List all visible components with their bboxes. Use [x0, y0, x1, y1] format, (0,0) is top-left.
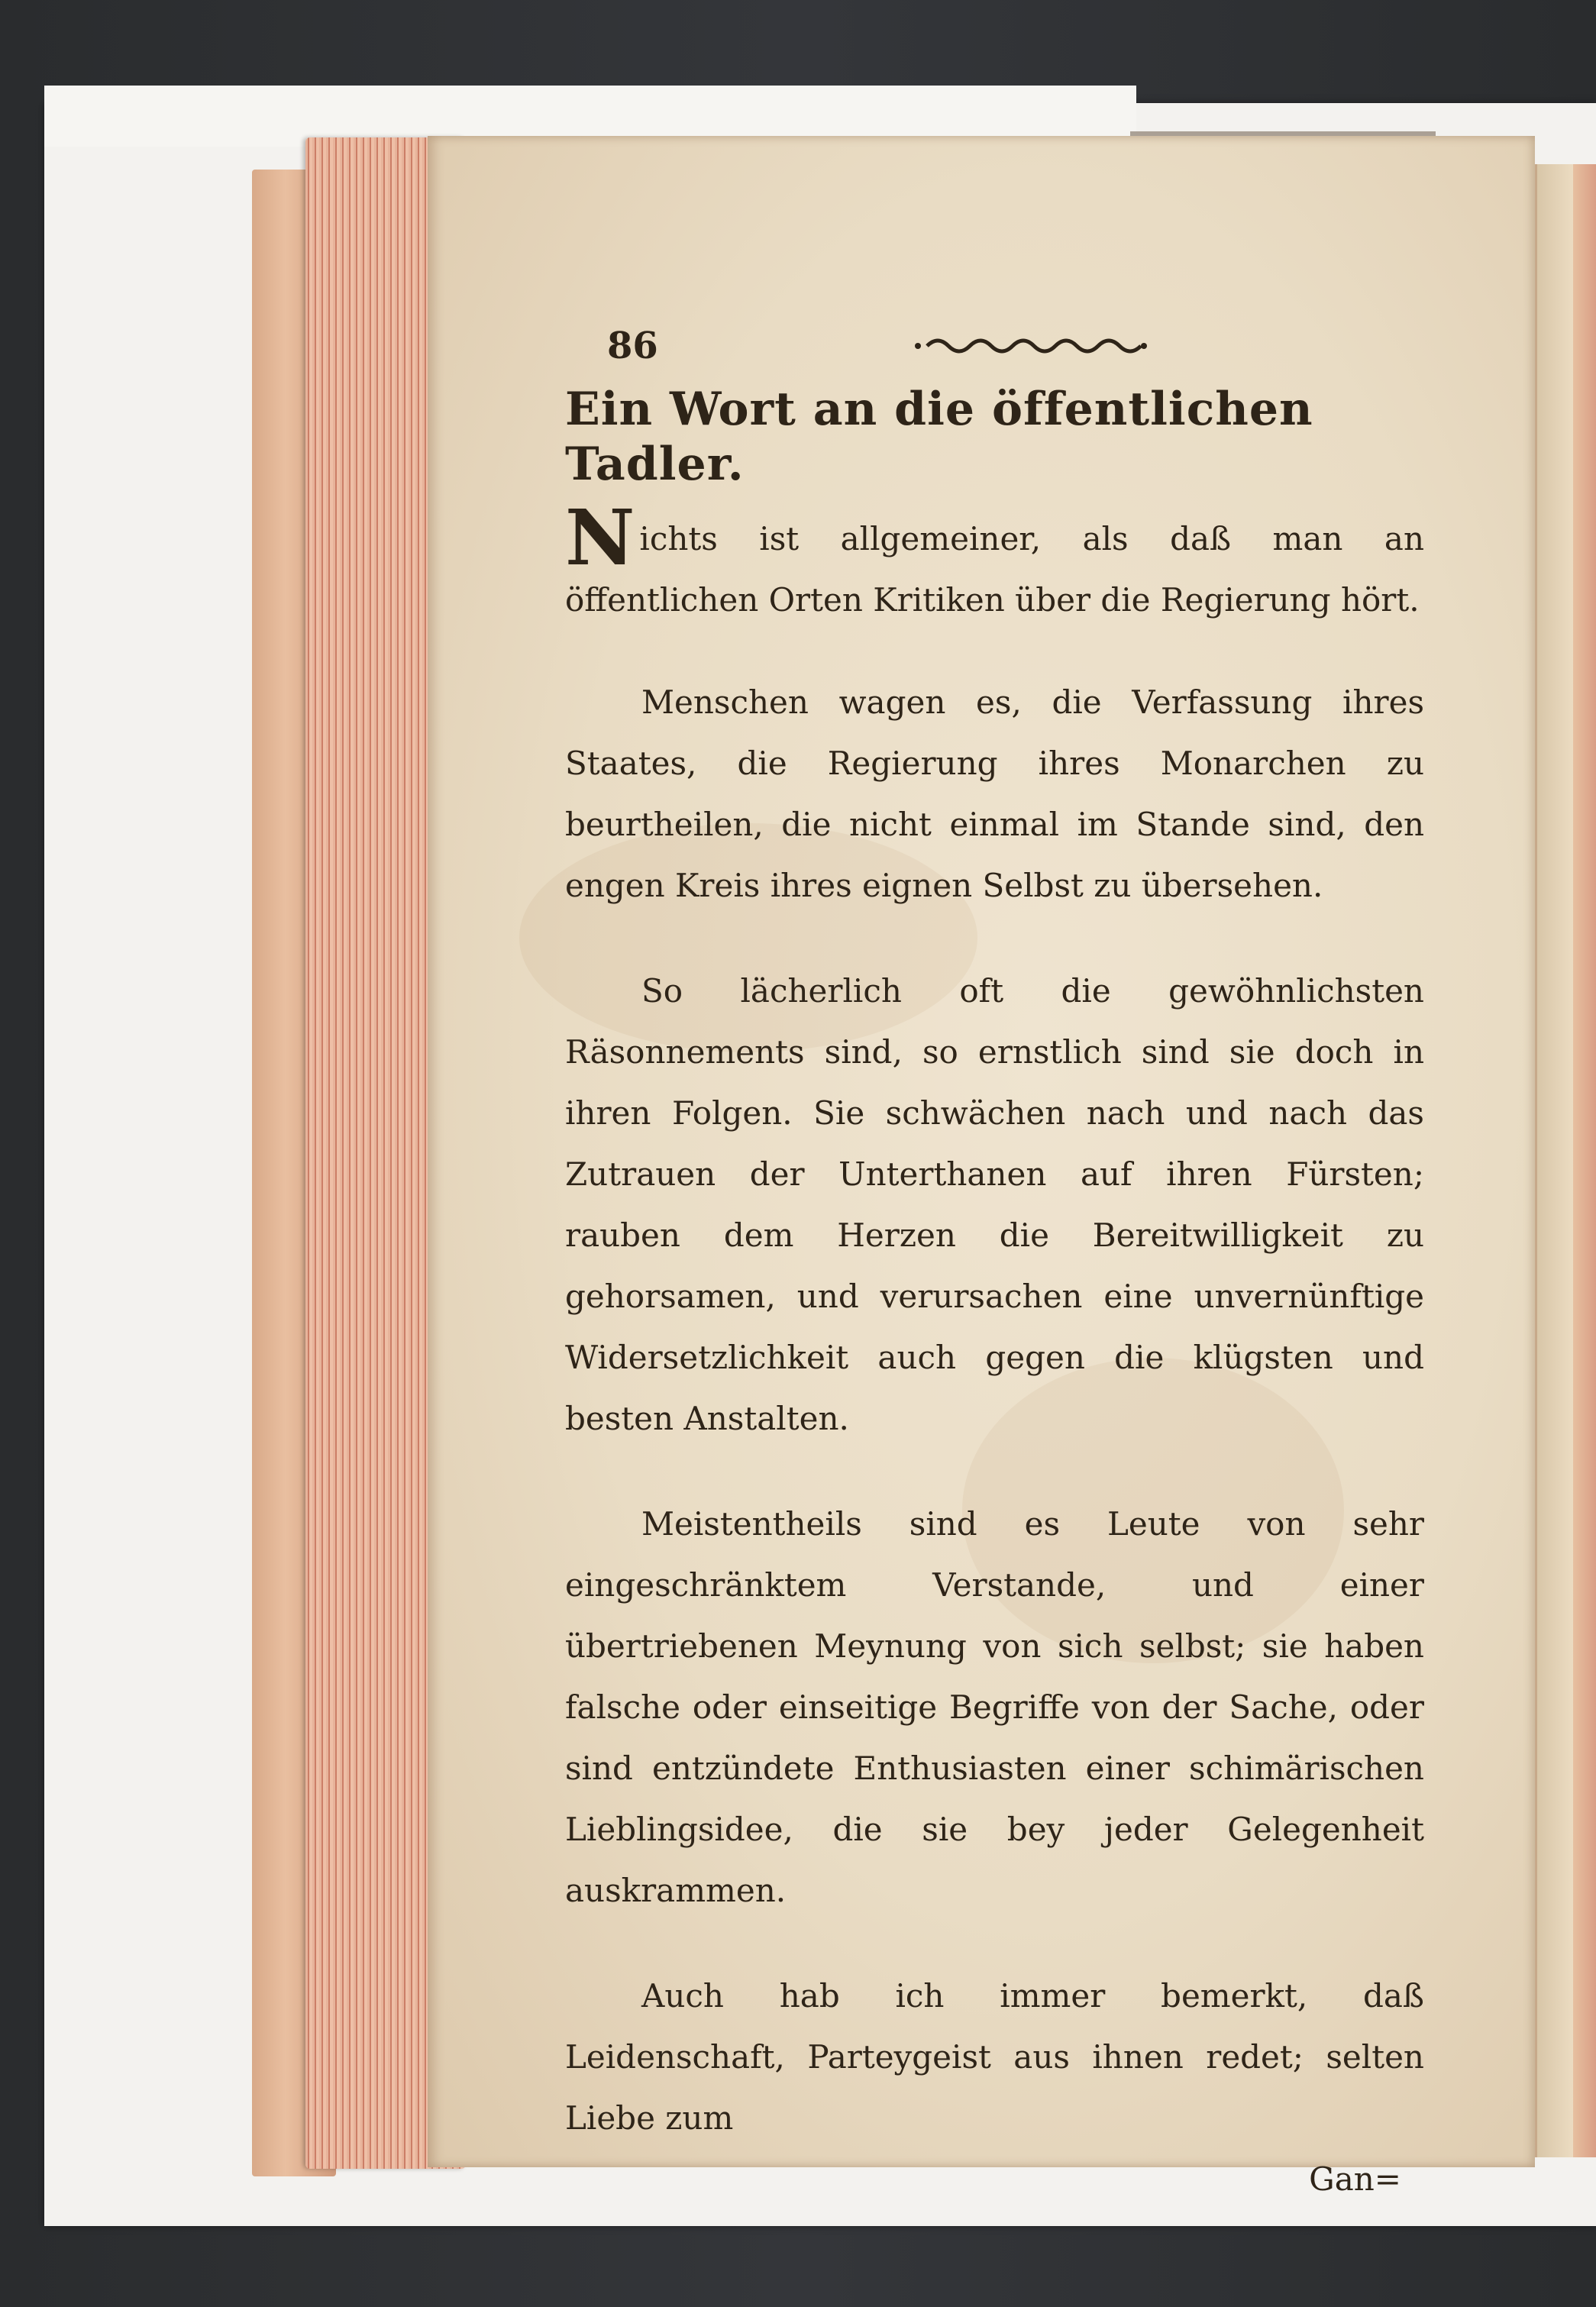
paragraph-4: Meistentheils sind es Leute von sehr eingeschränktem Verstande, und einer übertriebenen Meynung von sich selbst; sie haben falsche oder einseitige Begriffe von der Sache, oder sind entzündete Enthusiasten einer schimärischen Lieblingsidee, die sie bey jeder Gelegenheit auskrammen.: [565, 1505, 1424, 1909]
paragraph-1-text: ichts ist allgemeiner, als daß man an öffentlichen Orten Kritiken über die Regierung hört.: [565, 520, 1424, 619]
paragraph-2: Menschen wagen es, die Verfassung ihres Staates, die Regierung ihres Monarchen zu beurtheilen, die nicht einmal im Stande sind, den engen Kreis ihres eignen Selbst zu übersehen.: [565, 683, 1424, 904]
paragraph-1: [565, 493, 1424, 631]
catchword: Gan=: [1309, 2160, 1401, 2198]
drop-initial: N: [565, 493, 635, 583]
page-heading: Ein Wort an die öffentlichen Tadler.: [565, 383, 1313, 491]
page-number: 86: [607, 325, 658, 367]
facing-page-red-edge: [1573, 164, 1596, 2157]
ornament-icon: [909, 331, 1153, 361]
page-header: [565, 325, 1424, 378]
page-text: [565, 325, 1424, 2210]
paragraph-3: So lächerlich oft die gewöhnlichsten Räsonnements sind, so ernstlich sind sie doch in ihren Folgen. Sie schwächen nach und nach das Zutrauen der Unterthanen auf ihren Fürsten; rauben dem Herzen die Bereitwilligkeit zu gehorsamen, und verursachen eine unvernünftige Widersetzlichkeit auch gegen die klügsten und besten Anstalten.: [565, 972, 1424, 1437]
paragraph-5: Auch hab ich immer bemerkt, daß Leidenschaft, Parteygeist aus ihnen redet; selten Liebe zum: [565, 1977, 1424, 2137]
